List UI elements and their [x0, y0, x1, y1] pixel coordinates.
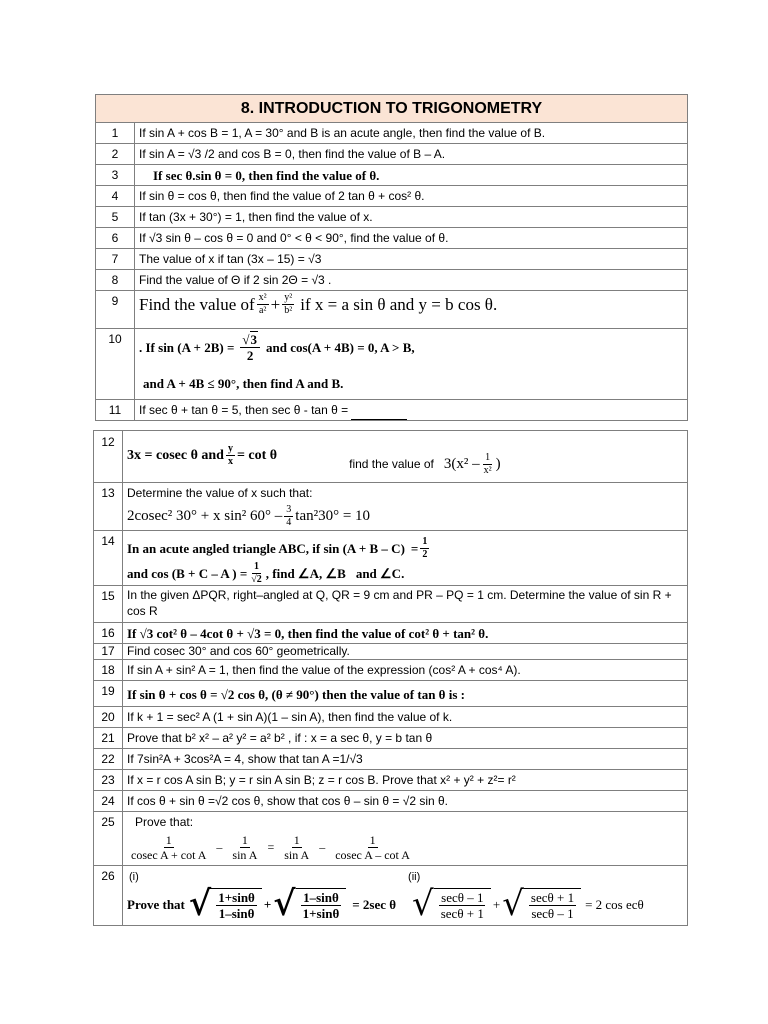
question-text-part: 3x = cosec θ and — [127, 448, 224, 463]
question-number: 12 — [94, 431, 123, 483]
question-text-part: The value of x if tan (3x – 15) = — [139, 252, 309, 266]
question-number: 1 — [96, 123, 135, 144]
question-number: 6 — [96, 228, 135, 249]
fraction-1-over-sinA: $\frac{1}{\text{sin A}}$ — [284, 833, 310, 862]
radical-4: √ $\frac{\sec\theta + 1}{\sec\theta - 1}$ — [502, 887, 581, 921]
question-row — [94, 770, 688, 791]
question-text: If 7sin²A + 3cos²A = 4, show that tan A =1/√3 — [123, 749, 688, 770]
question-text-part: 3(x² – — [443, 456, 480, 472]
question-row — [94, 866, 688, 926]
question-row — [94, 431, 688, 483]
fraction-1-over-sinA: $\frac{1}{\text{sin A}}$ — [232, 833, 258, 862]
radical-3: √ $\frac{\sec\theta - 1}{\sec\theta + 1}$ — [412, 887, 491, 921]
question-text — [135, 400, 688, 421]
question-table-part-1 — [95, 94, 688, 421]
question-text: Prove that b² x² – a² y² = a² b² , if : x = a sec θ, y = b tan θ — [123, 728, 688, 749]
question-row — [96, 400, 688, 421]
question-text-part: and cos (B + C – A ) = — [127, 566, 248, 581]
fraction-1-over-cosecA-plus-cotA: $\frac{1}{\text{cosec A + cot A}}$ — [131, 833, 207, 862]
question-number: 7 — [96, 249, 135, 270]
question-text-part: and ∠C. — [355, 566, 405, 581]
question-number: 17 — [94, 644, 123, 660]
sqrt-sign: √ — [247, 626, 255, 641]
question-row — [96, 186, 688, 207]
question-text — [135, 291, 688, 329]
question-text-part: = cot θ — [236, 448, 278, 463]
fraction-1-over-sqrt2: $\frac{1}{√2}$ — [251, 561, 262, 585]
question-row — [96, 228, 688, 249]
fraction-1-over-x2: $\frac{1}{\text{x²}}$ — [483, 452, 492, 476]
question-text-part: Prove that: — [135, 815, 194, 829]
question-row — [96, 329, 688, 400]
question-text — [135, 144, 688, 165]
question-text-part: = 2 cos ecθ — [585, 896, 644, 912]
question-row — [94, 749, 688, 770]
question-text-part: 3 /2 and cos B = 0, then find the value of B – A. — [194, 147, 446, 161]
question-text: If sin A + sin² A = 1, then find the value of the expression (cos² A + cos⁴ A). — [123, 660, 688, 681]
question-text-part: 3 cot² θ – 4cot θ + — [146, 626, 248, 641]
math-expression — [127, 435, 687, 476]
question-text-part: if x = a sin θ and y = b cos θ. — [300, 295, 498, 314]
question-text-part: Find the value of — [139, 295, 255, 314]
sqrt-sign: √ — [149, 231, 156, 245]
question-text: If tan (3x + 30°) = 1, then find the value of x. — [135, 207, 688, 228]
question-row — [96, 144, 688, 165]
question-table-part-2 — [93, 430, 688, 926]
question-text — [123, 681, 688, 707]
question-number: 18 — [94, 660, 123, 681]
question-text-part: If sec θ + tan θ = 5, then sec θ - tan θ = — [139, 403, 352, 417]
question-row — [94, 531, 688, 586]
question-text-part: 3 sin θ – cos θ = 0 and 0° < θ < 90°, find the value of θ. — [155, 231, 449, 245]
question-text — [135, 228, 688, 249]
question-row — [96, 249, 688, 270]
question-row — [94, 791, 688, 812]
math-expression — [127, 562, 687, 585]
question-text-part: If — [139, 231, 150, 245]
question-number: 23 — [94, 770, 123, 791]
question-text-part: Prove that — [127, 896, 185, 912]
question-row — [94, 707, 688, 728]
question-number: 16 — [94, 623, 123, 644]
question-text — [123, 812, 688, 866]
question-text-part: If sin θ + cos θ = — [127, 687, 221, 702]
question-text-part: and cos(A + 4B) = 0, A > B, — [266, 340, 415, 355]
sqrt-sign: √ — [220, 687, 228, 702]
question-row — [96, 165, 688, 186]
sqrt-sign: √ — [308, 252, 315, 266]
math-expression: (i) Prove that √ $\frac{1+\sin\theta}{1-\sin\theta}$ + √ $\frac{1-\sin\theta}{1+\sin\theta}$ = 2sec θ (ii) √ $\frac{\sec\theta - 1}{\sec\theta + 1}$ + √ $\frac{\sec\theta + 1}{\sec\theta - 1}$ = 2 cos ecθ — [127, 868, 687, 921]
fraction-1-over-2: $\frac{1}{2}$ — [422, 536, 428, 560]
question-number: 10 — [96, 329, 135, 400]
math-expression — [127, 537, 687, 560]
question-text: If sec θ.sin θ = 0, then find the value of θ. — [135, 165, 688, 186]
question-text — [135, 270, 688, 291]
question-text-part: Find the value of Θ if 2 sin 2Θ = — [139, 273, 312, 287]
question-number: 21 — [94, 728, 123, 749]
fraction-x2-a2: $\frac{\text{x²}}{\text{a²}}$ — [258, 292, 267, 316]
question-number: 3 — [96, 165, 135, 186]
question-row — [94, 681, 688, 707]
question-text — [123, 866, 688, 926]
part-label: (i) — [129, 871, 139, 883]
math-expression: $\frac{1}{\text{cosec A + cot A}}$ – $\frac{1}{\text{sin A}}$ = $\frac{1}{\text{sin A}}$ – $\frac{1}{\text{cosec A – cot A}}$ — [131, 833, 410, 862]
question-text — [123, 531, 688, 586]
question-text-part: and A + 4B ≤ 90°, then find A and B. — [143, 376, 344, 391]
fraction-sqrt3-over-2: $\frac{√3}{2}$ — [240, 333, 260, 362]
question-number: 5 — [96, 207, 135, 228]
question-row — [96, 270, 688, 291]
question-row — [94, 586, 688, 623]
question-text-part: 3 = 0, then find the value of cot² θ + tan² θ. — [254, 626, 489, 641]
question-text: If sin θ = cos θ, then find the value of 2 tan θ + cos² θ. — [135, 186, 688, 207]
question-number: 26 — [94, 866, 123, 926]
radical-2: √ $\frac{1-\sin\theta}{1+\sin\theta}$ — [273, 887, 346, 921]
question-row — [94, 644, 688, 660]
question-number: 9 — [96, 291, 135, 329]
question-text-part: find the value of — [349, 457, 434, 471]
question-text-part: 2 cos θ, (θ ≠ 90°) then the value of tan θ is : — [227, 687, 465, 702]
question-number: 19 — [94, 681, 123, 707]
question-text: If x = r cos A sin B; y = r sin A sin B; z = r cos B. Prove that x² + y² + z²= r² — [123, 770, 688, 791]
math-expression: Find the value of $\frac{\text{x²}}{\text{a²}}$ + $\frac{\text{y²}}{\text{b²}}$ if x = a sin θ and y = b cos θ. — [139, 292, 498, 316]
question-number: 13 — [94, 483, 123, 531]
question-number: 4 — [96, 186, 135, 207]
question-text-part: , find ∠A, ∠B — [265, 566, 346, 581]
question-text — [123, 623, 688, 644]
question-row — [96, 291, 688, 329]
question-number: 14 — [94, 531, 123, 586]
question-text-part: = 2sec θ — [352, 896, 397, 912]
fraction-y-over-x: $\frac{y}{x}$ — [227, 443, 233, 467]
answer-blank — [351, 408, 407, 420]
question-text — [123, 483, 688, 531]
sqrt-sign: √ — [188, 147, 195, 161]
question-text: If sin A + cos B = 1, A = 30° and B is an acute angle, then find the value of B. — [135, 123, 688, 144]
fraction-1-over-cosecA-minus-cotA: $\frac{1}{\text{cosec A – cot A}}$ — [335, 833, 410, 862]
question-number: 2 — [96, 144, 135, 165]
question-row — [94, 728, 688, 749]
question-row — [94, 483, 688, 531]
page-title: 8. INTRODUCTION TO TRIGONOMETRY — [96, 95, 688, 123]
question-text-part: 2cosec² 30° + x sin² 60° – — [127, 508, 283, 524]
question-text-part: 3 . — [318, 273, 332, 287]
question-row — [96, 123, 688, 144]
equals-sign: = — [410, 541, 419, 556]
sqrt-sign: √ — [311, 273, 319, 287]
question-number: 8 — [96, 270, 135, 291]
fraction-3-over-4: $\frac{3}{4}$ — [286, 504, 292, 528]
question-text — [123, 431, 688, 483]
question-row — [94, 660, 688, 681]
question-text-part: If — [127, 626, 140, 641]
title-row — [96, 95, 688, 123]
question-text-part: Determine the value of x such that: — [127, 486, 313, 500]
question-text-part: In an acute angled triangle ABC, if sin (A + B – C) — [127, 541, 405, 556]
question-row — [94, 812, 688, 866]
question-text-part: tan²30° = 10 — [295, 508, 371, 524]
math-expression — [139, 333, 687, 362]
question-number: 22 — [94, 749, 123, 770]
question-number: 11 — [96, 400, 135, 421]
question-text: In the given ΔPQR, right–angled at Q, QR = 9 cm and PR – PQ = 1 cm. Determine the value of sin R + cos R — [123, 586, 688, 623]
question-text-part: If sin A = — [139, 147, 189, 161]
question-number: 25 — [94, 812, 123, 866]
question-text-part: . If sin (A + 2B) = — [139, 340, 235, 355]
question-text: If cos θ + sin θ =√2 cos θ, show that cos θ – sin θ = √2 sin θ. — [123, 791, 688, 812]
question-text — [135, 329, 688, 400]
part-label: (ii) — [408, 871, 421, 883]
radical-1: √ $\frac{1+\sin\theta}{1-\sin\theta}$ — [189, 887, 262, 921]
question-row — [94, 623, 688, 644]
question-text: If k + 1 = sec² A (1 + sin A)(1 – sin A), then find the value of k. — [123, 707, 688, 728]
question-number: 20 — [94, 707, 123, 728]
question-number: 15 — [94, 586, 123, 623]
question-row — [96, 207, 688, 228]
sqrt-sign: √ — [139, 626, 147, 641]
question-text-part: 3 — [314, 252, 322, 266]
question-text — [135, 249, 688, 270]
math-expression — [127, 505, 687, 528]
question-text: Find cosec 30° and cos 60° geometrically. — [123, 644, 688, 660]
closing-paren: ) — [495, 456, 501, 472]
question-number: 24 — [94, 791, 123, 812]
fraction-y2-b2: $\frac{\text{y²}}{\text{b²}}$ — [284, 292, 293, 316]
